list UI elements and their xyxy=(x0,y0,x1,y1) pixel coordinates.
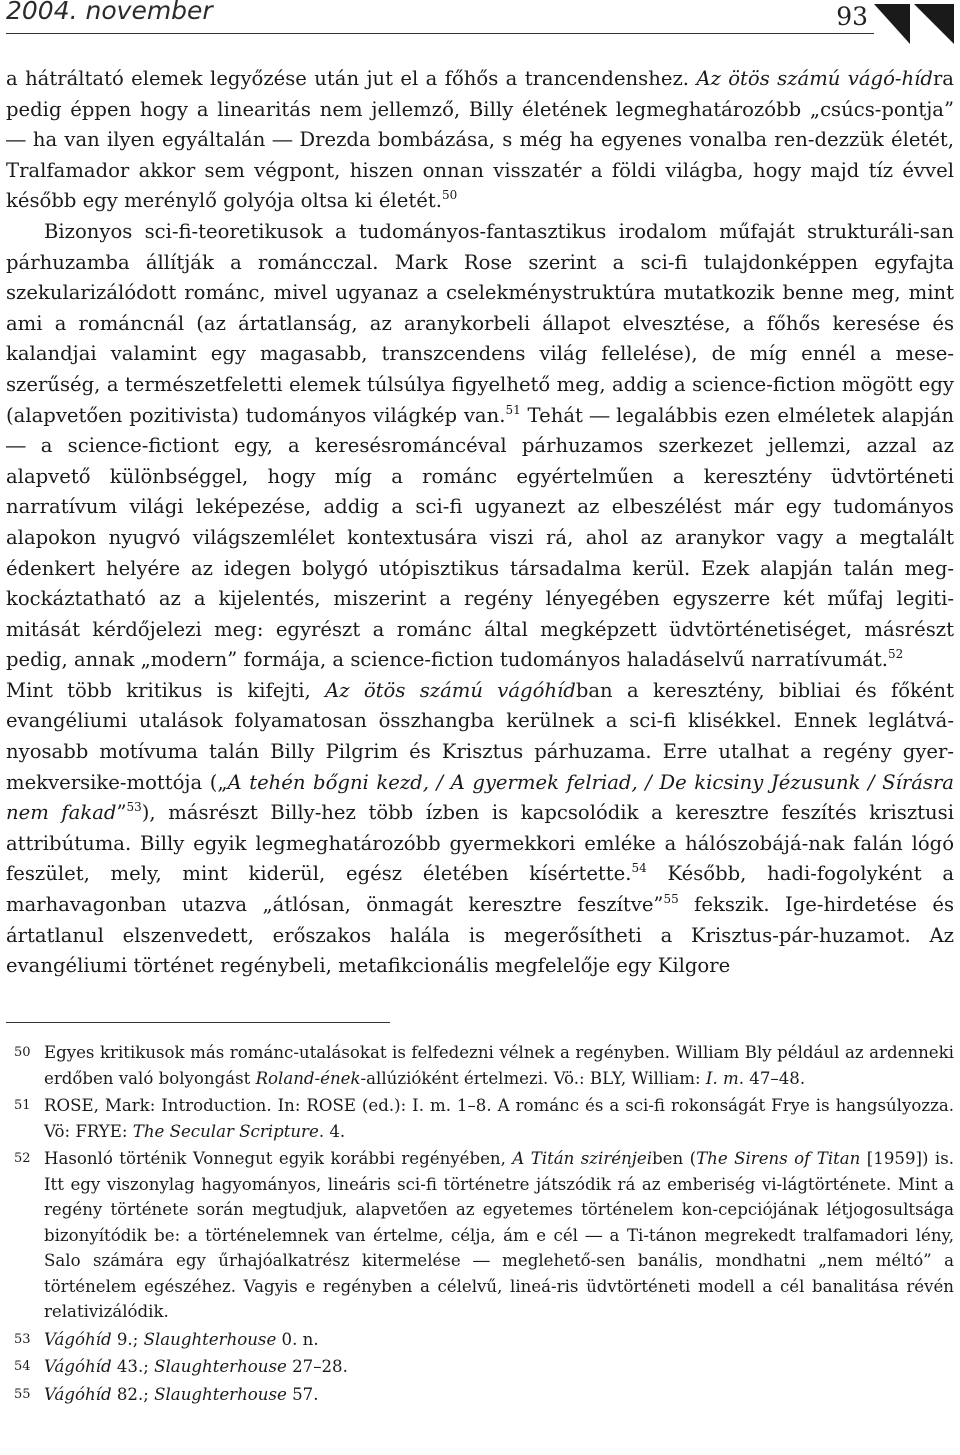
issue-title: 2004. november xyxy=(6,0,213,25)
footnote-divider xyxy=(6,1022,390,1023)
footnote-number: 51 xyxy=(14,1098,31,1113)
footnote-50: 50 Egyes kritikusok más románc-utalásokat is felfedezni vélnek a regényben. William Bly például az ardenneki erdőben való bolyongást Roland-ének-allúzióként értelmezi. Vö.: BLY, William: I. m. 47–48. xyxy=(6,1040,954,1091)
footnotes xyxy=(6,1040,954,1407)
footnote-number: 53 xyxy=(14,1331,31,1347)
page-header xyxy=(6,0,954,42)
footnote-ref-50[interactable]: 50 xyxy=(441,188,458,203)
footnote-number: 55 xyxy=(14,1386,31,1402)
footnote-53: 53 Vágóhíd 9.; Slaughterhouse 0. n. xyxy=(6,1327,954,1353)
footnote-number: 52 xyxy=(14,1151,31,1166)
footnote-number: 54 xyxy=(14,1359,31,1374)
footnote-ref-51[interactable]: 51 xyxy=(505,402,521,417)
header-rule xyxy=(6,33,874,34)
paragraph-2: Bizonyos sci-fi-teoretikusok a tudományos-fantasztikus irodalom műfaját strukturáli-san párhuzamba állítják a románcczal. Mark Rose szerint a sci-fi tulajdonképpen egyfajta szekularizálódott románc, mivel ugyanaz a cselekménystruktúra mutatkozik benne meg, mint ami a románcnál (az ártatlanság, az aranykorbeli állapot elvesztése, a főhős keresése és kalandjai valamint egy magasabb, transzcendens világ fellelése), de míg ennél a mese-szerűség, a természetfeletti elemek túlsúlya figyelhető meg, addig a science-fiction mögött egy (alapvetően pozitivista) tudományos világkép van.$^{51}$ Tehát ― legalábbis ezen elméletek alapján ― a science-fictiont egy, a keresésrománcéval párhuzamos szerkezet jellemzi, azzal az alapvető különbséggel, hogy míg a románc egyértelműen a keresztény üdvtörténeti narratívum világi leképezése, addig a sci-fi ugyanezt az elbeszélést már egy tudományos alapokon nyugvó világszemlélet kontextusára viszi rá, ahol az aranykor vagy a megtalált édenkert helyére az idegen bolygó utópisztikus társadalma kerül. Ezek alapján talán meg-kockáztatható az a kijelentés, miszerint a regény lényegében egyszerre két műfaj legiti-mitását kérdőjelezi meg: egyrészt a románc által megképzett üdvtörténetiséget, másrészt pedig, annak „modern” formája, a science-fiction tudományos haladáselvű narratívumát.$^{52}$ xyxy=(6,219,954,672)
paragraph-3: Mint több kritikus is kifejti, Az ötös számú vágóhídban a keresztény, bibliai és főként evangéliumi utalások folyamatosan összhangba kerülnek a sci-fi klisékkel. Ennek leglátvá-nyosabb motívuma talán Billy Pilgrim és Krisztus párhuzama. Erre utalhat a regény gyer-mekversike-mottója („A tehén bőgni kezd, / A gyermek felriad, / De kicsiny Jézusunk / Sírásra nem fakad”$^{53}$), másrészt Billy-hez több ízben is kapcsolódik a keresztre feszítés krisztusi attribútuma. Billy egyik legmeghatározóbb gyermekkori emléke a hálószobájá-nak falán lógó feszület, mely, mint kiderül, egész életében kísértette.$^{54}$ Később, hadi-fogolyként a marhavagonban utazva „átlósan, önmagát keresztre feszítve”$^{55}$ fekszik. Ige-hirdetése és ártatlanul elszenvedett, erőszakos halála is megerősítheti a Krisztus-pár-huzamot. Az evangéliumi történet regénybeli, metafikcionális megfelelője egy Kilgore xyxy=(6,678,954,978)
footnote-55: 55 Vágóhíd 82.; Slaughterhouse 57. xyxy=(6,1382,954,1408)
footnote-ref-53[interactable]: 53 xyxy=(126,800,142,815)
footnote-54: 54 Vágóhíd 43.; Slaughterhouse 27–28. xyxy=(6,1354,954,1380)
footnote-ref-52[interactable]: 52 xyxy=(887,647,904,662)
page-number: 93 xyxy=(836,2,868,31)
footnote-ref-54[interactable]: 54 xyxy=(631,861,647,876)
footnote-52: 52 Hasonló történik Vonnegut egyik korábbi regényében, A Titán szirénjeiben (The Sirens of Titan [1959]) is. Itt egy viszonylag hagyományos, lineáris sci-fi történetre játszódik rá az emberiség vi-lágtörténete. Mint a regény története során megtudjuk, alapvetően az egyetemes történelem kon-cepciójának létjogosultsága bizonyítódik be: a történelemnek van értelme, célja, ám e cél ― a Ti-tánon megrekedt tralfamadori lény, Salo számára egy űrhajóalkatrész kitermelése ― meglehető-sen banális, mondhatni „nem méltó” a történelem egészéhez. Vagyis e regényben a célelvű, lineá-ris üdvtörténeti modell a cél banalitása révén relativizálódik. xyxy=(6,1146,954,1325)
footnote-number: 50 xyxy=(14,1045,31,1060)
paragraph-1: a hátráltató elemek legyőzése után jut el a főhős a trancendenshez. Az ötös számú vágó-hídra pedig éppen hogy a linearitás nem jellemző, Billy életének legmeghatározóbb „csúcs-pontja” ― ha van ilyen egyáltalán ― Drezda bombázása, s még ha egyenes vonalba ren-dezzük életét, Tralfamador akkor sem végpont, hiszen onnan visszatér a földi világba, hogy majd tíz évvel később egy merénylő golyója oltsa ki életét.$^{50}$ xyxy=(6,67,954,213)
footnote-51: 51 ROSE, Mark: Introduction. In: ROSE (ed.): I. m. 1–8. A románc és a sci-fi rokonságát Frye is hangsúlyozza. Vö: FRYE: The Secular Scripture. 4. xyxy=(6,1093,954,1144)
main-text xyxy=(6,64,954,982)
corner-triangles-icon xyxy=(874,4,954,44)
footnote-ref-55[interactable]: 55 xyxy=(663,892,679,907)
